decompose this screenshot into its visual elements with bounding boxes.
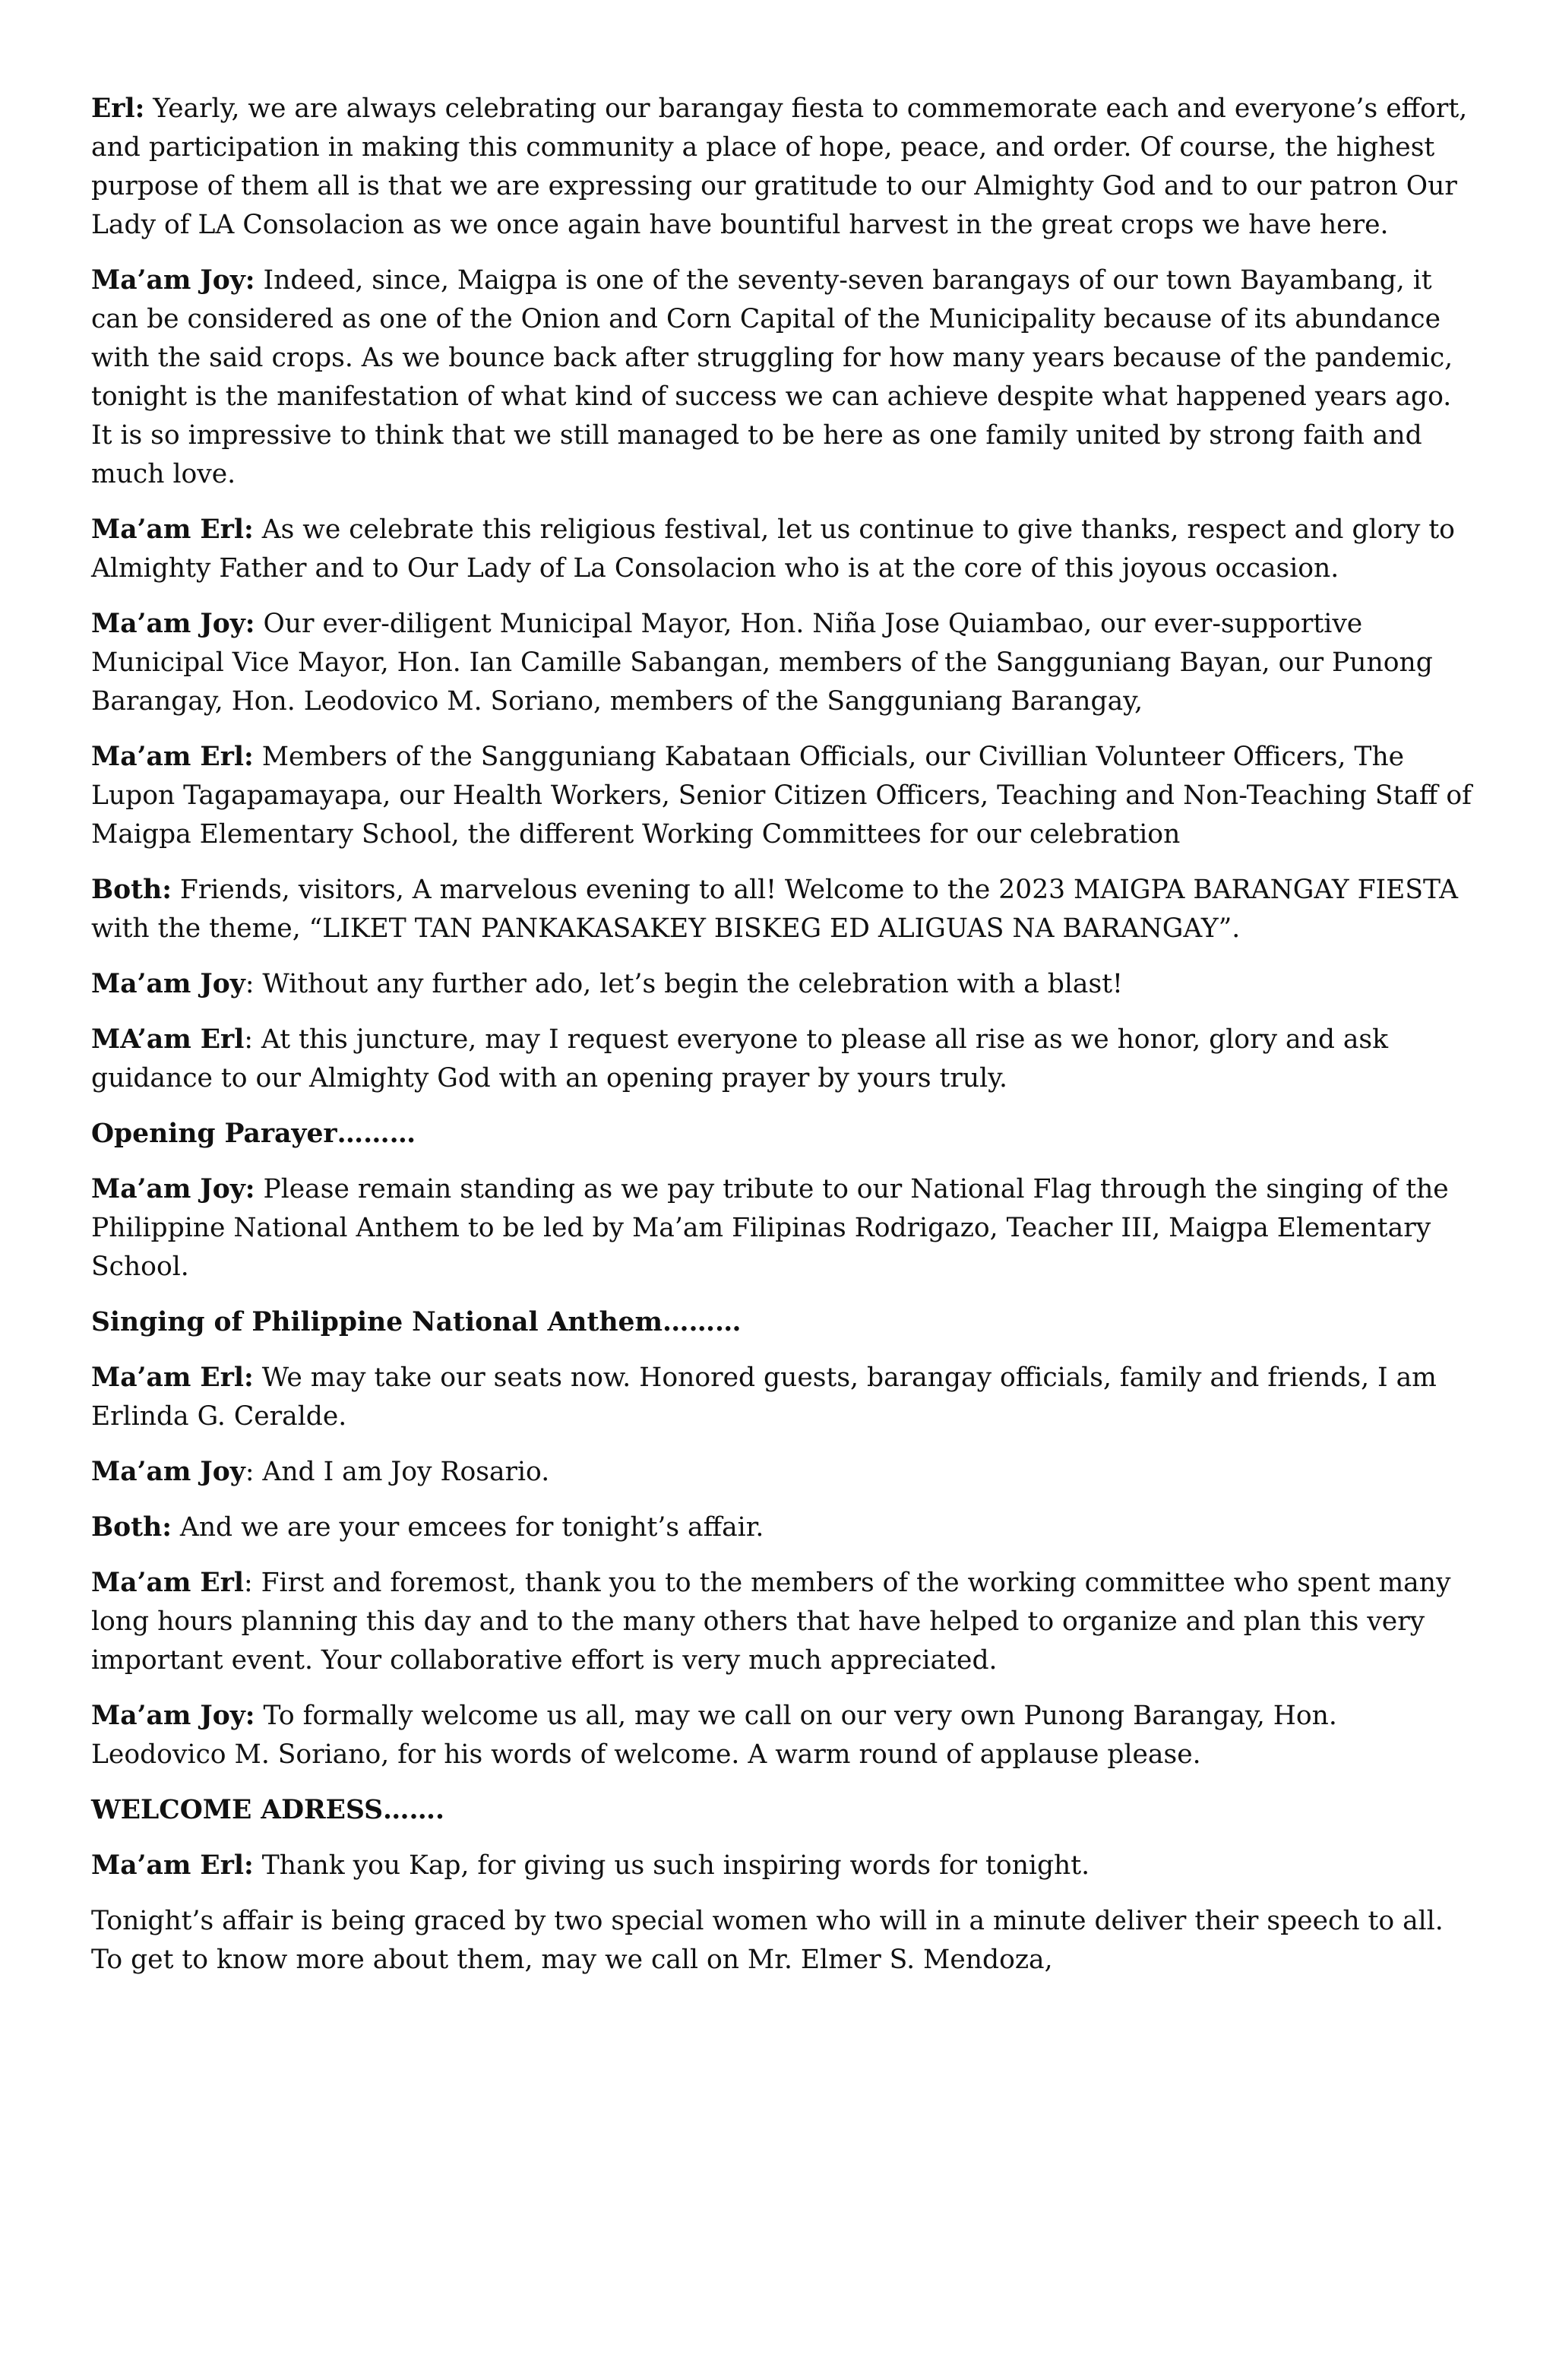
paragraph-text: Our ever-diligent Municipal Mayor, Hon. Niña Jose Quiambao, our ever-supportive Municipal Vice Mayor, Hon. Ian Camille Sabangan, members of the Sangguniang Bayan, our Punong Barangay, Hon. Leodovico M. Soriano, members of the Sangguniang Barangay, [91,609,1433,717]
paragraph-text: : Without any further ado, let’s begin the celebration with a blast! [245,969,1123,999]
paragraph-text: To formally welcome us all, may we call on our very own Punong Barangay, Hon. Leodovico M. Soriano, for his words of welcome. A warm round of applause please. [91,1701,1337,1770]
paragraph-text: : And I am Joy Rosario. [245,1457,550,1487]
speaker-label: Ma’am Joy [91,969,245,999]
paragraph-special-women [91,1902,1474,1980]
paragraph-erl-thank-kap [91,1847,1474,1885]
speaker-label: Ma’am Joy: [91,1174,255,1204]
paragraph-joy-officials [91,605,1474,721]
speaker-label: Ma’am Joy [91,1457,245,1487]
paragraph-text: Thank you Kap, for giving us such inspiring words for tonight. [253,1850,1090,1881]
paragraph-text: Friends, visitors, A marvelous evening to all! Welcome to the 2023 MAIGPA BARANGAY FIESTA with the theme, “LIKET TAN PANKAKASAKEY BISKEG ED ALIGUAS NA BARANGAY”. [91,875,1458,944]
paragraph-erl-thanks-committee [91,1564,1474,1680]
paragraph-text: Please remain standing as we pay tribute to our National Flag through the singing of the Philippine National Anthem to be led by Ma’am Filipinas Rodrigazo, Teacher III, Maigpa Elementary School. [91,1174,1449,1282]
section-heading-welcome-address: WELCOME ADRESS……. [91,1795,445,1825]
paragraph-joy-anthem [91,1170,1474,1287]
speaker-label: Ma’am Joy: [91,265,255,296]
paragraph-erl-festival [91,511,1474,588]
paragraph-erl-seats [91,1359,1474,1436]
speaker-label: Ma’am Erl: [91,1850,254,1881]
speaker-label: Ma’am Erl: [91,514,254,545]
paragraph-erl-intro [91,90,1474,245]
paragraph-text: Members of the Sangguniang Kabataan Officials, our Civillian Volunteer Officers, The Lupon Tagapamayapa, our Health Workers, Senior Citizen Officers, Teaching and Non-Teaching Staff of Maigpa Elementary School, the different Working Committees for our celebration [91,742,1472,850]
paragraph-joy-maigpa [91,261,1474,494]
paragraph-text: Tonight’s affair is being graced by two special women who will in a minute deliver their speech to all. To get to know more about them, may we call on Mr. Elmer S. Mendoza, [91,1906,1444,1975]
paragraph-text: And we are your emcees for tonight’s affair. [171,1512,764,1543]
speaker-label: Both: [91,875,172,905]
speaker-label: MA’am Erl [91,1024,245,1055]
section-heading-opening-prayer: Opening Parayer……… [91,1119,416,1149]
paragraph-joy-welcome-call [91,1697,1474,1774]
speaker-label: Ma’am Joy: [91,609,255,639]
paragraph-both-emcees [91,1508,1474,1547]
speaker-label: Ma’am Erl [91,1568,245,1598]
paragraph-erl-prayer-request [91,1021,1474,1098]
paragraph-text: : At this juncture, may I request everyone to please all rise as we honor, glory and ask guidance to our Almighty God with an opening prayer by yours truly. [91,1024,1389,1093]
speaker-label: Ma’am Erl: [91,1362,254,1393]
speaker-label: Erl: [91,93,145,124]
section-heading-national-anthem: Singing of Philippine National Anthem……… [91,1307,742,1337]
speaker-label: Ma’am Erl: [91,742,254,772]
paragraph-text: Indeed, since, Maigpa is one of the seventy-seven barangays of our town Bayambang, it can be considered as one of the Onion and Corn Capital of the Municipality because of its abundance with the said crops. As we bounce back after struggling for how many years because of the pandemic, tonight is the manifestation of what kind of success we can achieve despite what happened years ago. It is so impressive to think that we still managed to be here as one family united by strong faith and much love. [91,265,1453,489]
paragraph-text: : First and foremost, thank you to the members of the working committee who spent many long hours planning this day and to the many others that have helped to organize and plan this very important event. Your collaborative effort is very much appreciated. [91,1568,1451,1676]
paragraph-text: As we celebrate this religious festival, let us continue to give thanks, respect and glory to Almighty Father and to Our Lady of La Consolacion who is at the core of this joyous occasion. [91,514,1455,584]
speaker-label: Both: [91,1512,172,1543]
paragraph-both-welcome [91,871,1474,948]
document-page [91,90,1474,1996]
paragraph-text: We may take our seats now. Honored guests, barangay officials, family and friends, I am Erlinda G. Ceralde. [91,1362,1437,1432]
speaker-label: Ma’am Joy: [91,1701,255,1731]
paragraph-joy-begin [91,965,1474,1004]
paragraph-erl-members [91,738,1474,854]
paragraph-joy-name [91,1453,1474,1492]
paragraph-text: Yearly, we are always celebrating our barangay fiesta to commemorate each and everyone’s effort, and participation in making this community a place of hope, peace, and order. Of course, the highest purpose of them all is that we are expressing our gratitude to our Almighty God and to our patron Our Lady of LA Consolacion as we once again have bountiful harvest in the great crops we have here. [91,93,1468,240]
